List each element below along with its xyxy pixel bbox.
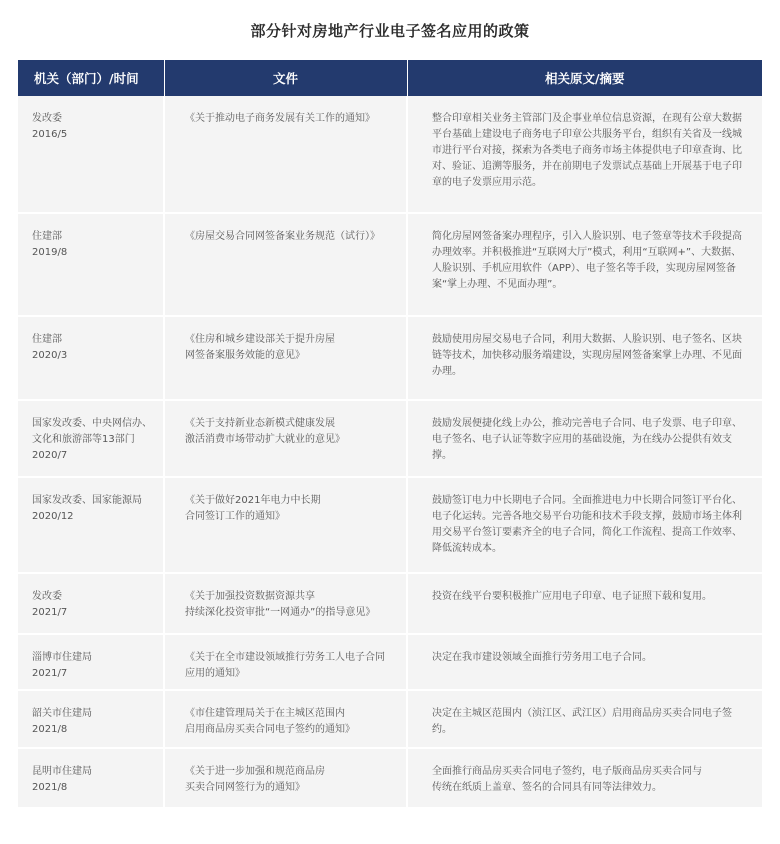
table-row <box>18 400 762 477</box>
cell-document: 《市住建管理局关于在主城区范围内 启用商品房买卖合同电子签约的通知》 <box>164 690 407 748</box>
header-summary: 相关原文/摘要 <box>407 60 762 96</box>
cell-document: 《关于在全市建设领域推行劳务工人电子合同 应用的通知》 <box>164 634 407 690</box>
cell-summary: 鼓励使用房屋交易电子合同，利用大数据、人脸识别、电子签名、区块链等技术，加快移动服务端建设，实现房屋网签备案掌上办理、不见面办理。 <box>407 316 762 400</box>
policy-table <box>18 60 762 809</box>
table-row <box>18 316 762 400</box>
cell-agency: 昆明市住建局 2021/8 <box>18 748 164 808</box>
table-row <box>18 634 762 690</box>
cell-document: 《关于做好2021年电力中长期 合同签订工作的通知》 <box>164 477 407 573</box>
cell-document: 《关于推动电子商务发展有关工作的通知》 <box>164 96 407 213</box>
table-row <box>18 213 762 316</box>
cell-summary: 投资在线平台要积极推广应用电子印章、电子证照下载和复用。 <box>407 573 762 634</box>
cell-agency: 国家发改委、国家能源局 2020/12 <box>18 477 164 573</box>
cell-agency: 住建部 2020/3 <box>18 316 164 400</box>
table-row <box>18 690 762 748</box>
cell-agency: 淄博市住建局 2021/7 <box>18 634 164 690</box>
table-row <box>18 477 762 573</box>
page-title: 部分针对房地产行业电子签名应用的政策 <box>250 22 530 40</box>
cell-document: 《房屋交易合同网签备案业务规范（试行）》 <box>164 213 407 316</box>
cell-summary: 决定在我市建设领域全面推行劳务用工电子合同。 <box>407 634 762 690</box>
table-row <box>18 748 762 808</box>
cell-document: 《关于加强投资数据资源共享 持续深化投资审批“一网通办”的指导意见》 <box>164 573 407 634</box>
cell-document: 《关于进一步加强和规范商品房 买卖合同网签行为的通知》 <box>164 748 407 808</box>
header-document: 文件 <box>164 60 407 96</box>
cell-summary: 整合印章相关业务主管部门及企事业单位信息资源，在现有公章大数据平台基础上建设电子商务电子印章公共服务平台，组织有关省及一线城市进行平台对接，探索为各类电子商务市场主体提供电子印章查询、比对、验证、追溯等服务，并在前期电子发票试点基础上开展基于电子印章的电子发票应用示范。 <box>407 96 762 213</box>
cell-agency: 住建部 2019/8 <box>18 213 164 316</box>
cell-summary: 简化房屋网签备案办理程序，引入人脸识别、电子签章等技术手段提高办理效率。并积极推进“互联网大厅”模式，利用“互联网+”、大数据、人脸识别、手机应用软件（APP）、电子签名等手段，实现房屋网签备案“掌上办理、不见面办理”。 <box>407 213 762 316</box>
cell-summary: 决定在主城区范围内（浈江区、武江区）启用商品房买卖合同电子签约。 <box>407 690 762 748</box>
cell-document: 《住房和城乡建设部关于提升房屋 网签备案服务效能的意见》 <box>164 316 407 400</box>
table-header-row <box>18 60 762 96</box>
table-row <box>18 573 762 634</box>
header-agency: 机关（部门）/时间 <box>18 60 164 96</box>
table-row <box>18 96 762 213</box>
cell-document: 《关于支持新业态新模式健康发展 激活消费市场带动扩大就业的意见》 <box>164 400 407 477</box>
cell-agency: 发改委 2021/7 <box>18 573 164 634</box>
cell-agency: 发改委 2016/5 <box>18 96 164 213</box>
cell-summary: 全面推行商品房买卖合同电子签约，电子版商品房买卖合同与 传统在纸质上盖章、签名的合同具有同等法律效力。 <box>407 748 762 808</box>
cell-summary: 鼓励签订电力中长期电子合同。全面推进电力中长期合同签订平台化、电子化运转。完善各地交易平台功能和技术手段支撑，鼓励市场主体利用交易平台签订要素齐全的电子合同，简化工作流程、提高工作效率、降低流转成本。 <box>407 477 762 573</box>
cell-agency: 国家发改委、中央网信办、 文化和旅游部等13部门 2020/7 <box>18 400 164 477</box>
cell-summary: 鼓励发展便捷化线上办公，推动完善电子合同、电子发票、电子印章、电子签名、电子认证等数字应用的基础设施，为在线办公提供有效支撑。 <box>407 400 762 477</box>
cell-agency: 韶关市住建局 2021/8 <box>18 690 164 748</box>
